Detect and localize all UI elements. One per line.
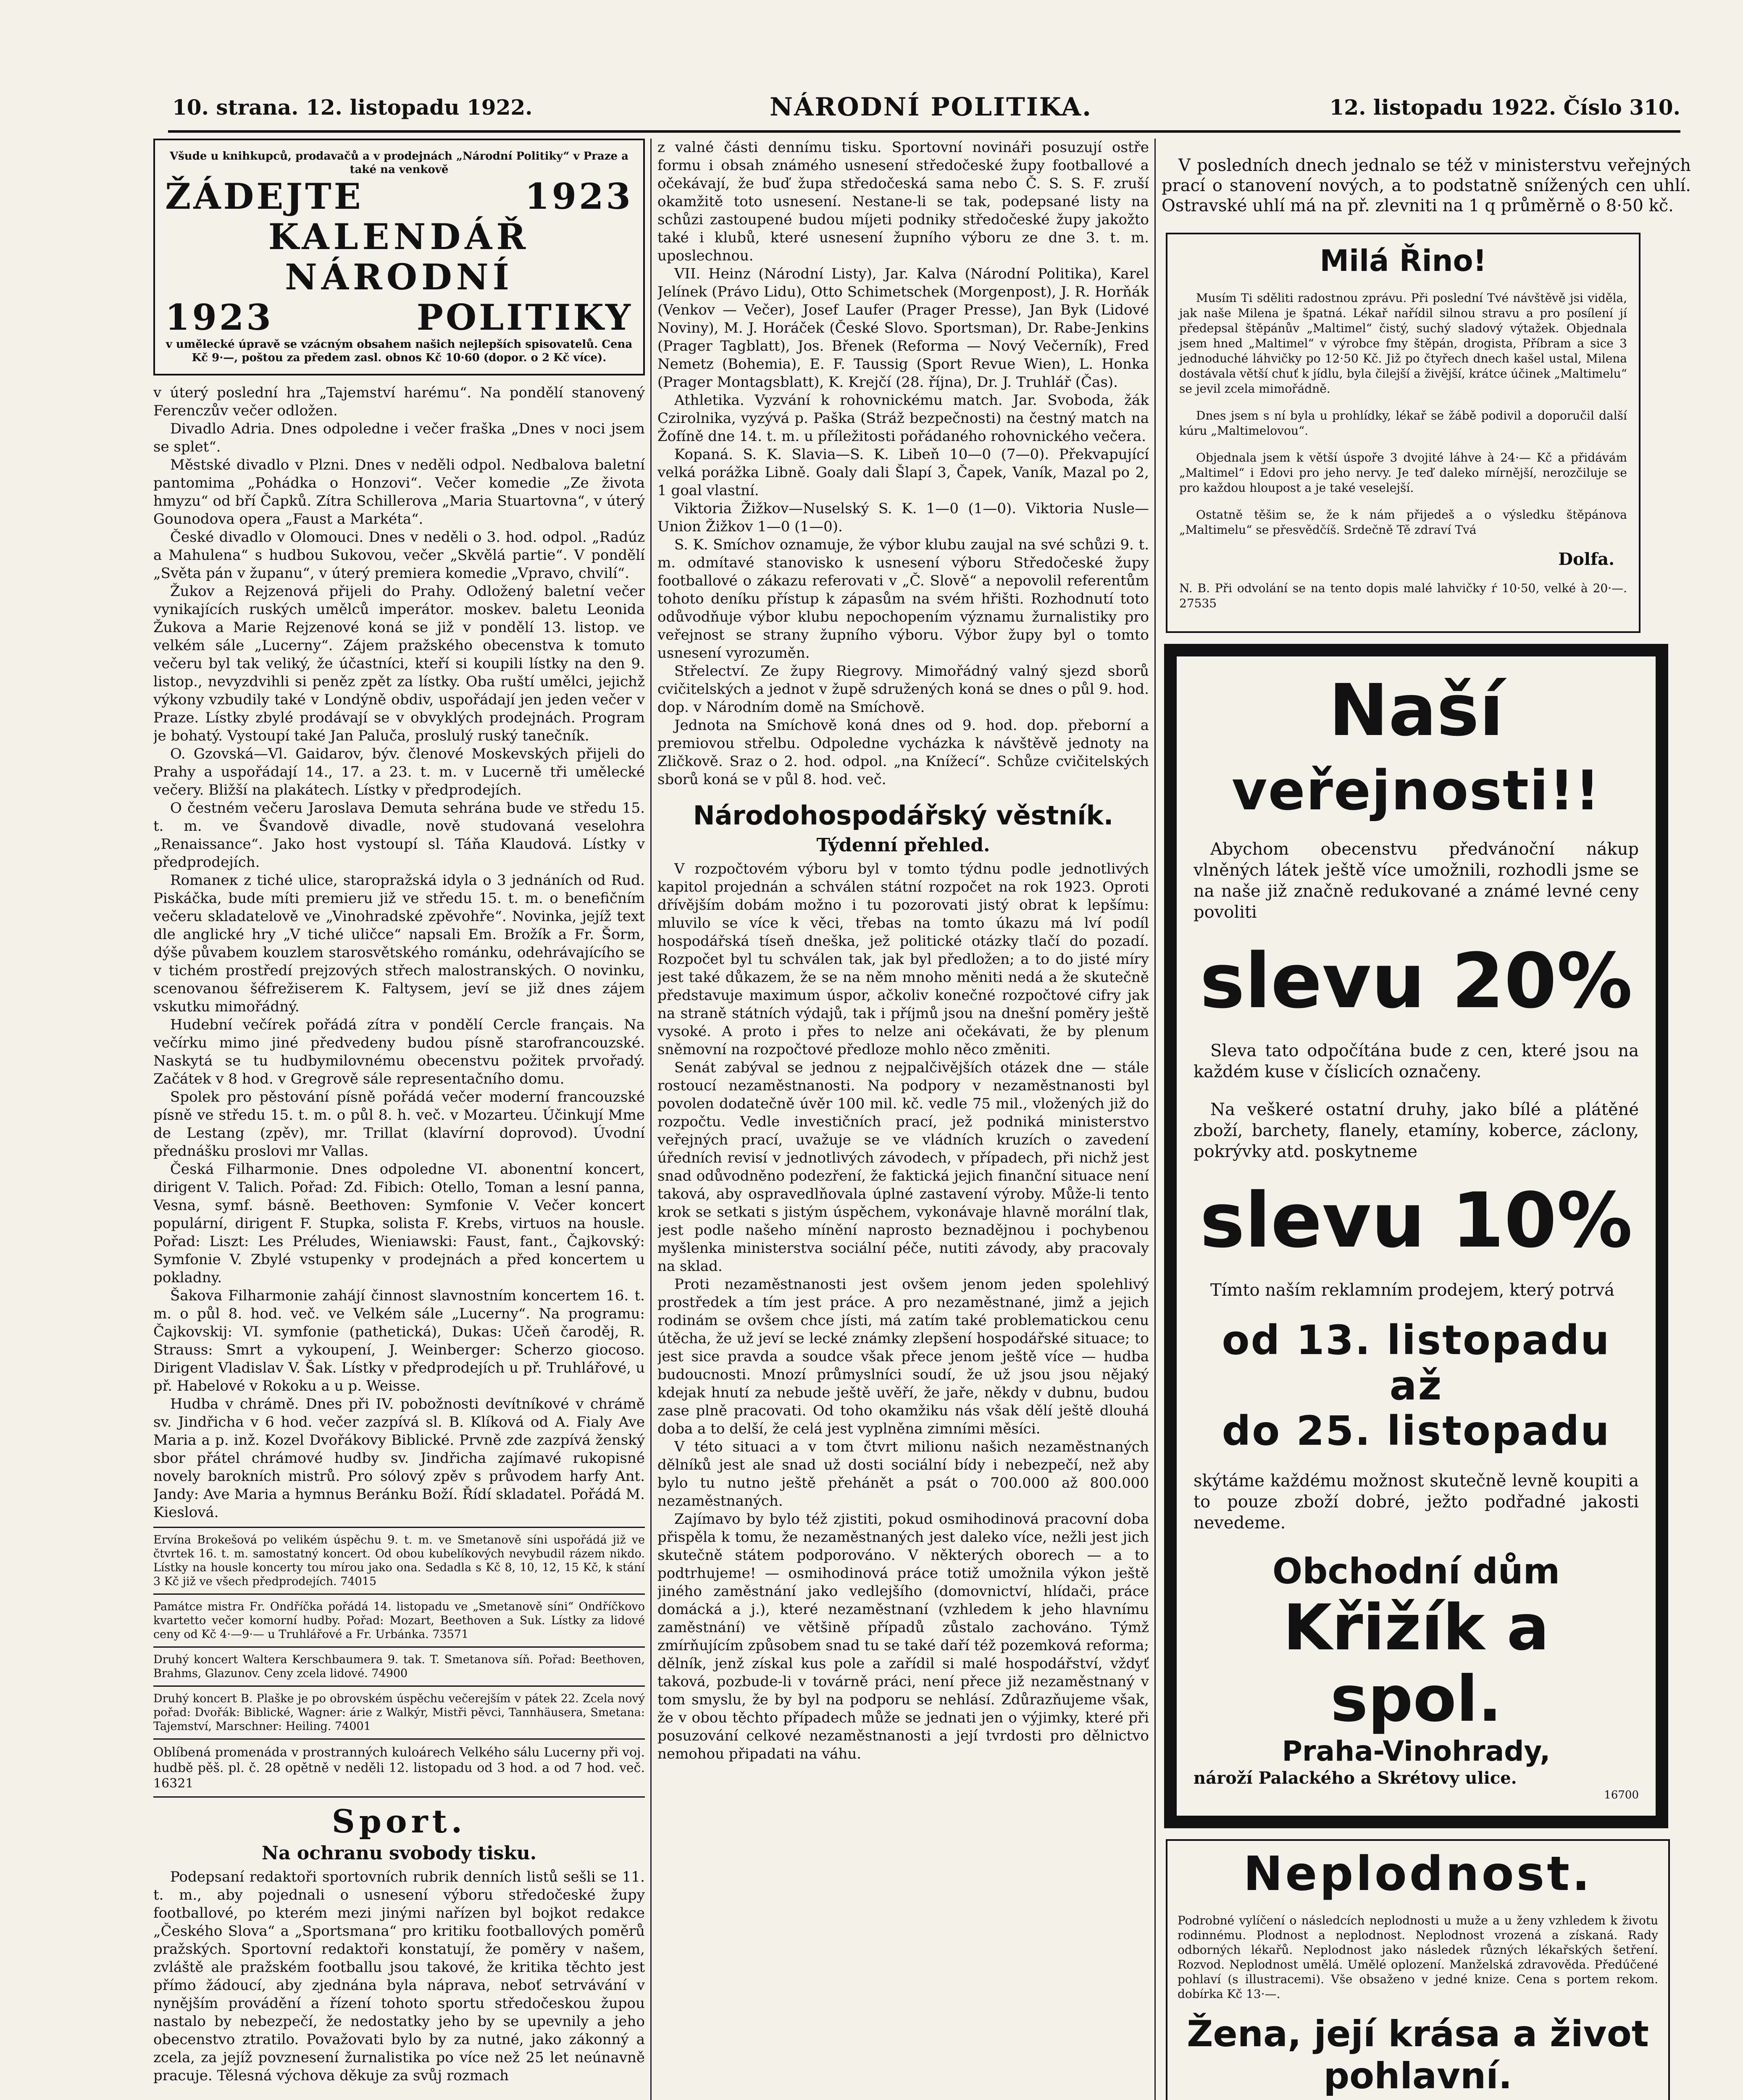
neplodnost-title: Neplodnost. — [1243, 1847, 1593, 1901]
calendar-ad — [153, 139, 645, 375]
calendar-note: Všude u knihkupců, prodavačů a v prodejnách „Národní Politiky“ v Praze a také na venkově — [170, 150, 628, 176]
theatre-news-6: O. Gzovská—Vl. Gaidarov, býv. členové Moskevských přijeli do Prahy a uspořádají 14., 17. a 23. t. m. v Lucerně tři umělecké večery. Bližší na plakátech. Lístky v předprodejích. — [153, 746, 645, 798]
notice-3: Druhý koncert Waltera Kerschbaumera 9. tak. T. Smetanova síň. Pořad: Beethoven, Brahms, Glazunov. Ceny zcela lidové. 74900 — [153, 1653, 645, 1680]
maltimel-title: Milá Řino! — [1320, 244, 1487, 278]
theatre-news-3: Městské divadlo v Plzni. Dnes v neděli odpol. Nedbalova baletní pantomima „Pohádka o Honzovi“. Večer komedie „Ze života hmyzu“ od bří Čapků. Zítra Schillerova „Maria Stuartovna“, v úterý Gounodova opera „Faust a Markéta“. — [153, 457, 645, 528]
column-3 — [1162, 139, 1691, 2100]
theatre-news-12: Šakova Filharmonie zahájí činnost slavnostním koncertem 16. t. m. o půl 8. hod. več. ve Velkém sále „Lucerny“. Na programu: Čajkovskij: VI. symfonie (pathetická), Dukas: Učeň čaroděj, R. Strauss: Smrt a vykoupení, J. Weinberger: Scherzo giocoso. Dirigent Vladislav V. Šak. Lístky v předprodejích u př. Truhlářové, u př. Habelové v Rokoku a u p. Weisse. — [153, 1287, 645, 1394]
sport-football-1: Kopaná. S. K. Slavia—S. K. Libeň 10—0 (7—0). Překvapující velká porážka Libně. Goaly dali Šlapí 3, Čapek, Vaník, Mazal po 2, 1 goal vlastní. — [657, 446, 1149, 499]
theatre-news-1: v úterý poslední hra „Tajemství harému“. Na pondělí stanovený Ferenczův večer odložen. — [153, 384, 645, 419]
sport-heading: Sport. — [331, 1803, 467, 1840]
maltimel-text-3: Objednala jsem k větší úspoře 3 dvojité láhve à 24·— Kč a přidávám „Maltimel“ i Edovi pro jeho nervy. Je teď daleko mírnější, nerozčiluje se pro každou hloupost a je také veselejší. — [1179, 451, 1627, 495]
calendar-line-1 — [165, 176, 633, 217]
ad-code: 16700 — [1604, 1789, 1639, 1801]
sport-article: Podepsaní redaktoři sportovních rubrik denních listů sešli se 11. t. m., aby pojednali o usnesení výboru středočeské župy footballové, po kterém mezi jinými nařízen byl bojkot redakce „Českého Slova“ a „Sportsmana“ pro kritiku footballových poměrů pražských. Sportovní redaktoři konstatují, že poměry v našem, zvláště ale pražském footballu jsou takové, že kritika těchto jest přímo žádoucí, aby zjednána byla náprava, neboť setrvávání v nynějším provádění a řízení tohoto sportu středočeskou župou nastalo by nebezpečí, že nedostatky jeho by se upevnily a jeho obecenstvo ztratilo. Považovati bylo by za nutné, jako zákonný a zcela, za jejíž povznesení žurnalistika po více než 25 let neúnavně pracuje. Tělesná výchova děkuje za svůj rozmach — [153, 1869, 645, 2084]
theatre-news-7: O čestném večeru Jaroslava Demuta sehrána bude ve středu 15. t. m. ve Švandově divadle, nově studovaná veselohra „Renaissance“. Jako host vystoupí sl. Táňa Klaudová. Lístky v předprodejích. — [153, 800, 645, 871]
column-rule-2 — [1154, 139, 1156, 2100]
sport-shooting-2: Jednota na Smíchově koná dnes od 9. hod. dop. přeborní a premiovou střelbu. Odpoledne vycházka k návštěvě jednoty na Zličkově. Sraz o 2. hod. odpol. „na Knížecí“. Schůze cvičitelských sborů koná se v půl 8. hod. več. — [657, 717, 1149, 788]
sport-athletics: Athletika. Vyzvání k rohovnickému match. Jar. Svoboda, žák Czirolnika, vyzývá p. Paška (Stráž bezpečnosti) na čestný match na Žofíně dne 14. t. m. u příležitosti pořádaného rohovnického večera. — [657, 392, 1149, 445]
notice-4: Druhý koncert B. Plaške je po obrovském úspěchu večerejším v pátek 22. Zcela nový pořad: Dvořák: Biblické, Wagner: árie z Walkýr, Mistři pěvci, Tannhäusera, Smetana: Tajemství, Marschner: Heiling. 74001 — [153, 1692, 645, 1733]
maltimel-text-2: Dnes jsem s ní byla u prohlídky, lékař se žábě podivil a doporučil další kúru „Maltimelovou“. — [1179, 409, 1627, 438]
theatre-news-11: Česká Filharmonie. Dnes odpoledne VI. abonentní koncert, dirigent V. Talich. Pořad: Zd. Fibich: Otello, Toman a lesní panna, Vesna, symf. básně. Beethoven: Symfonie V. Večer koncert populární, dirigent F. Stupka, solista F. Krebs, virtuos na housle. Pořad: Liszt: Les Préludes, Wieniawski: Faust, fant., Čajkovský: Symfonie V. Zbylé vstupenky v prodejnách a před koncertem u pokladny. — [153, 1161, 645, 1286]
notice-5: Oblíbená promenáda v prostranných kuloárech Velkého sálu Lucerny při voj. hudbě pěš. pl. č. 28 opětně v neděli 12. listopadu od 3 hod. a od 7 hod. več. 16321 — [153, 1745, 645, 1791]
theatre-news-10: Spolek pro pěstování písně pořádá večer moderní francouzské písně ve středu 15. t. m. o půl 8. h. več. v Mozarteu. Účinkují Mme de Lestang (zpěv), mr. Trillat (klavírní doprovod). Úvodní přednášku proslovi mr Vallas. — [153, 1089, 645, 1160]
ad-text-3: Na veškeré ostatní druhy, jako bílé a plátěné zboží, barchety, flanely, etamíny, koberce, záclony, pokrývky atd. poskytneme — [1194, 1100, 1639, 1161]
ad-date-until: až — [1389, 1362, 1443, 1409]
coal-price-news: V posledních dnech jednalo se též v ministerstvu veřejných prací o stanovení nových, a to podstatně snížených cen uhlí. Ostravské uhlí má na př. zlevniti na 1 q průměrně o 8·50 kč. — [1162, 156, 1691, 215]
calendar-word-6: POLITIKY — [416, 297, 633, 338]
ad-firm-name: Křižík a spol. — [1283, 1591, 1549, 1736]
calendar-word-3: KALENDÁŘ — [268, 216, 530, 257]
notice-separator-2 — [153, 1646, 645, 1648]
ad-text-5: skýtáme každému možnost skutečně levně koupiti a to pouze zboží dobré, ježto podřadné jakosti nevedeme. — [1194, 1471, 1639, 1533]
notice-separator-5 — [153, 1796, 645, 1798]
calendar-word-2: 1923 — [525, 176, 633, 217]
ad-street: nároží Palackého a Skrétovy ulice. — [1194, 1768, 1517, 1788]
ad-text-4: Tímto naším reklamním prodejem, který potrvá — [1210, 1281, 1614, 1300]
sport-smichov: S. K. Smíchov oznamuje, že výbor klubu zaujal na své schůzi 9. t. m. odmítavé stanovisko k usnesení výboru Středočeské župy footballové o zákazu referovati v „Č. Slově“ a nepovolil referentům tohoto deníku přístup k zápasům na svém hřišti. Rozhodnutí toto odůvodňuje výbor klubu nepochopením významu žurnalistiky pro veřejnost se strany župního výboru. Výbor župy byl o tomto usnesení vyrozuměn. — [657, 536, 1149, 662]
notice-separator-4 — [153, 1738, 645, 1740]
neplodnost-ad — [1166, 1839, 1670, 2100]
notices-separator — [153, 1527, 645, 1528]
header-right: 12. listopadu 1922. Číslo 310. — [1329, 94, 1680, 120]
ad-date-to: do 25. listopadu — [1222, 1407, 1611, 1454]
ad-date-from: od 13. listopadu — [1222, 1317, 1611, 1364]
header-rule — [168, 130, 1680, 133]
theatre-news-2: Divadlo Adria. Dnes odpoledne i večer fraška „Dnes v noci jsem se splet“. — [153, 420, 645, 455]
ad-text-1: Abychom obecenstvu předvánoční nákup vlněných látek ještě více umožnili, rozhodli jsme se na naše již značně redukované a známé levné ceny povoliti — [1194, 840, 1639, 922]
maltimel-nb: N. B. Při odvolání se na tento dopis malé lahvičky ŕ 10·50, velké à 20·—. 27535 — [1179, 581, 1627, 610]
theatre-news-8: Romaneк z tiché ulice, staropražská idyla o 3 jednáních od Rud. Piskáčka, bude míti premieru již ve středu 15. t. m. o benefičním večeru skladatelově ve „Vinohradské zpěvohře“. Novinka, jejíž text dle anglické hry „V tiché uličce“ napsali Em. Brožík a Fr. Šorm, dýše půvabem kouzlem starosvětského románku, odehrávajícího se v tichém prostředí prejzových střech malostranských. O novinku, scenovanou šéfrežiserem K. Faltysem, jeví se již dnes zájem vskutku mimořádný. — [153, 872, 645, 1015]
calendar-word-5: 1923 — [165, 297, 273, 338]
maltimel-ad — [1166, 233, 1640, 633]
column-1 — [153, 139, 645, 2100]
column-2 — [657, 139, 1149, 2100]
sport-continued: z valné části dennímu tisku. Sportovní novináři posuzují ostře formu i obsah známého usnesení středočeské župy footballové a očekávají, že buď župa středočeská sama nebo Č. S. S. F. zruší okamžitě toto usnesení. Nestane-li se tak, podepsané listy na schůzi zastoupené budou míjeti podniky středočeské župy jakožto také i klubů, které usnesení župního výboru ze dne 3. t. m. uposlechnou. — [657, 139, 1149, 264]
sport-shooting-1: Střelectví. Ze župy Riegrovy. Mimořádný valný sjezd sborů cvičitelských a jednot v župě sdružených koná se dnes o půl 9. hod. dop. v Národním domě na Smíchově. — [657, 663, 1149, 716]
notice-separator-1 — [153, 1593, 645, 1595]
calendar-line-2 — [165, 297, 633, 338]
sport-football-2: Viktoria Žižkov—Nuselský S. K. 1—0 (1—0). Viktoria Nusle—Union Žižkov 1—0 (1—0). — [657, 500, 1149, 535]
economy-para-2: Senát zabýval se jednou z nejpalčivějších otázek dne — stále rostoucí nezaměstnanosti. Na podpory v nezaměstnanosti byl povolen dodatečně úvěr 100 mil. kč. vedle 75 mil., vložených již do rozpočtu. Vedle investičních prací, jež podniká ministerstvo veřejných prací, uvažuje se ve vládních kruzích o zavedení úředních revisí v jednotlivých závodech, v případech, při nichž jest snad odůvodněno podezření, že faktická jejich finanční situace není taková, aby ospravedlňovala úplné zastavení výroby. Může-li tento krok se setkati s jistým úspěchem, vykonávaje hlavně morální tlak, jest podle našeho mínění naprosto beznadějnou i pochybenou myšlenka ministerstva sociální péče, nutiti závody, aby pracovaly na sklad. — [657, 1059, 1149, 1275]
calendar-word-4: NÁRODNÍ — [285, 256, 513, 298]
maltimel-text-1: Musím Ti sděliti radostnou zprávu. Při poslední Tvé návštěvě jsi viděla, jak naše Milena je špatná. Lékař nařídil silnou stravu a pro posílení jí předepsal štěpánův „Maltimel“ čistý, suchý sladový výtažek. Objednala jsem hned „Maltimel“ v výrobce fmy štěpán, drogista, Příbram a sice 3 jednoduché láhvičky po 12·50 Kč. Již po čtyřech dnech kašel ustal, Milena dostávala větší chuť k jídlu, byla čilejší a živější, krátce účinek „Maltimelu“ se jevil zcela mimořádně. — [1179, 291, 1627, 396]
calendar-footer: v umělecké úpravě se vzácným obsahem našich nejlepších spisovatelů. Cena Kč 9·—, poštou za předem zasl. obnos Kč 10·60 (dopor. o 2 Kč více). — [166, 338, 633, 364]
economy-subheading: Týdenní přehled. — [816, 835, 990, 856]
theatre-news-4: České divadlo v Olomouci. Dnes v neděli o 3. hod. odpol. „Radúz a Mahulena“ s hudbou Sukovou, večer „Skvělá partie“. V pondělí „Světa pán v županu“, v úterý premiera komedie „Vpravo, chvilí“. — [153, 529, 645, 582]
ad-discount-20: slevu 20% — [1200, 937, 1633, 1025]
maltimel-signature: Dolfa. — [1558, 549, 1614, 569]
ad-heading-2: veřejnosti!! — [1231, 759, 1601, 822]
economy-para-4: V této situaci a v tom čtvrt milionu našich nezaměstnaných dělníků jest ale snad už dosti sociální bídy i nebezpečí, než aby bylo tu nutno ještě přehánět a psát o 700.000 až 800.000 nezaměstnaných. — [657, 1438, 1149, 1509]
notice-2: Památce mistra Fr. Ondříčka pořádá 14. listopadu ve „Smetanově síni“ Ondříčkovo kvartetto večer komorní hudby. Pořad: Mozart, Beethoven a Suk. Lístky za lidové ceny od Kč 4·—9·— u Truhlářové a Fr. Urbánka. 73571 — [153, 1600, 645, 1641]
calendar-word-1: ŽÁDEJTE — [165, 176, 363, 217]
ad-firm-line-1: Obchodní dům — [1272, 1551, 1560, 1592]
economy-para-3: Proti nezaměstnanosti jest ovšem jenom jeden spolehlivý prostředek a tím jest práce. A pro nezaměstnané, jimž a jejich rodinám se ovšem chce jísti, má zatím také problematickou cenu útěcha, že už jeví se lecké známky zlepšení hospodářské situace; to jest sice pravda a soudce však přece jenom ještě více — hudba budoucnosti. Mnozí průmyslníci soudí, že už jsou jsou nějaký kdejak hnutí za nebude ještě uvěří, že jaře, někdy v dubnu, budou zase plně pracovati. Od toho okamžiku nás však dělí ještě dlouhá doba a to delší, že celá jest vyplněna zimními měsíci. — [657, 1276, 1149, 1437]
theatre-news-13: Hudba v chrámě. Dnes při IV. pobožnosti devítníkové v chrámě sv. Jindřicha v 6 hod. večer zazpívá sl. B. Klíková od A. Fialy Ave Maria a p. inž. Kozel Dvořákovy Biblické. Prvně zde zazpívá ženský sbor přátel chrámové hudby sv. Jindřicha zajímavé rukopisné novely barokních mistrů. Pro sólový zpěv s průvodem harfy Ant. Jandy: Ave Maria a hymnus Beránku Boží. Řídí skladatel. Pořádá M. Kieslová. — [153, 1396, 645, 1521]
maltimel-text-4: Ostatně těšim se, že k nám přijedeš a o výsledku štěpánova „Maltimelu“ se přesvědčíš. Srdečně Tě zdraví Tvá — [1179, 508, 1627, 537]
page-header — [172, 88, 1680, 126]
zena-title: Žena, její krása a život pohlavní. — [1187, 2013, 1649, 2097]
notice-1: Ervína Brokešová po velikém úspěchu 9. t. m. ve Smetanově síni uspořádá již ve čtvrtek 16. t. m. samostatný koncert. Od obou kubelíkových nevybudil rázem nikdo. Lístky na housle koncerty tou mírou jako ona. Sedadla s Kč 8, 10, 12, 15 Kč, k stání 3 Kč již ve všech předprodejích. 74015 — [153, 1533, 645, 1588]
ad-city: Praha-Vinohrady, — [1282, 1735, 1551, 1767]
economy-para-5: Zajímavo by bylo též zjistiti, pokud osmihodinová pracovní doba přispěla k tomu, že nezaměstnaných jest daleko více, nežli jest jich skutečně státem podporováno. V některých oborech — a to podtrhujeme! — osmihodinová práce totiž umožnila výkon ještě jiného zaměstnání jako vedlejšího (domovnictví, hlídači, práce domácká a j.), které nezaměstnaní (vzhledem k jeho hlavnímu zaměstnání) ve většině případů zůstalo zachováno. Týmž zmírňujícím způsobem snad tu se také daří též pozemková reforma; dělník, jenž získal kus pole a zařídil si malé hospodářství, vždyť taková, pozbude-li v továrně práci, není přece již nezaměstnaný v tom smyslu, že by byl na podporu se nehlásí. Zdůrazňujeme však, že v obou těchto případech může se jednati jen o výjimky, které při posuzování celkové nezaměstnanosti a její tvrdosti pro dělnictvo nemohou připadati na váhu. — [657, 1511, 1149, 1762]
header-left: 10. strana. 12. listopadu 1922. — [172, 94, 533, 120]
theatre-news-9: Hudební večírek pořádá zítra v pondělí Cercle français. Na večírku mimo jiné předvedeny budou písně starofrancouzské. Naskytá se tu hudbymilovnému obecenstvu požitek prvořadý. Začátek v 8 hod. v Gregrově sále representačního domu. — [153, 1016, 645, 1087]
column-rule-1 — [650, 139, 652, 2100]
economy-para-1: V rozpočtovém výboru byl v tomto týdnu podle jednotlivých kapitol projednán a schválen státní rozpočet na rok 1923. Oproti dřívějším dobám možno i tu pozorovati jistý obrat k lepšímu: mluvilo se více k věci, třebas na tomto úkazu má lví podíl hospodářská tíseň dneška, jež politické otázky tlačí do pozadí. Rozpočet byl tu schválen tak, jak byl předložen; a to do jisté míry jest také důkazem, že se na něm mnoho měniti nedá a že skutečně představuje maximum úspor, ačkoliv konečné rozpočtové cifry jak na straně státních výdajů, tak i příjmů jsou na dnešní poměry ještě vysoké. A proto i přes to nelze ani očekávati, že by plenum sněmovní na rozpočtové předloze mohlo něco změniti. — [657, 861, 1149, 1058]
ad-text-2: Sleva tato odpočítána bude z cen, které jsou na každém kuse v číslicích označeny. — [1194, 1041, 1639, 1082]
theatre-news-5: Žukov a Rejzenová přijeli do Prahy. Odložený baletní večer vynikajících ruských umělců imperátor. moskev. baletu Leonida Žukova a Marie Rejzenové koná se již v pondělí 13. listop. ve velkém sále „Lucerny“. Zájem pražského obecenstva k tomuto večeru byl tak veliký, že účastníci, kteří si koupili lístky na den 9. listop., nevyzdvihli si peněz zpět za lístky. Oba ruští umělci, jejichž výkony vzbudily také v Londýně obdiv, uspořádají jen jeden večer v Praze. Lístky zbylé prodávají se v obvyklých prodejnách. Program je bohatý. Vystoupí také Jan Paluča, proslulý ruský tanečník. — [153, 583, 645, 744]
sport-signatories: VII. Heinz (Národní Listy), Jar. Kalva (Národní Politika), Karel Jelínek (Právo Lidu), Otto Schimetschek (Morgenpost), J. R. Horňák (Venkov — Večer), Josef Laufer (Prager Presse), Jan Byk (Lidové Noviny), M. J. Horáček (České Slovo. Sportsman), Dr. Rabe-Jenkins (Prager Tagblatt), Jos. Břenek (Reforma — Nový Večerník), Fred Nemetz (Bohemia), E. F. Taussig (Sport Revue Wien), L. Honka (Prager Montagsblatt), K. Krejčí (28. října), Dr. J. Truhlář (Čas). — [657, 265, 1149, 391]
sport-subheading: Na ochranu svobody tisku. — [261, 1843, 537, 1864]
economy-heading: Národohospodářský věstník. — [693, 800, 1114, 831]
neplodnost-text-1: Podrobné vylíčení o následcích neplodnosti u muže a u ženy vzhledem k životu rodinnému. Plodnost a neplodnost. Neplodnost vrozená a získaná. Rady odborných lékařů. Neplodnost jako následek různých lékařských šetření. Rozvod. Neplodnost umělá. Umělé oplození. Manželská zdravověda. Předúčené pohlaví (s illustracemi). Vše obsaženo v jedné knize. Cena s portem rekom. dobírka Kč 13·—. — [1178, 1914, 1658, 2001]
notice-separator-3 — [153, 1685, 645, 1687]
krizik-ad — [1164, 644, 1668, 1828]
ad-heading-1: Naší — [1328, 669, 1504, 752]
masthead-title: NÁRODNÍ POLITIKA. — [770, 92, 1092, 122]
ad-discount-10: slevu 10% — [1200, 1177, 1633, 1265]
